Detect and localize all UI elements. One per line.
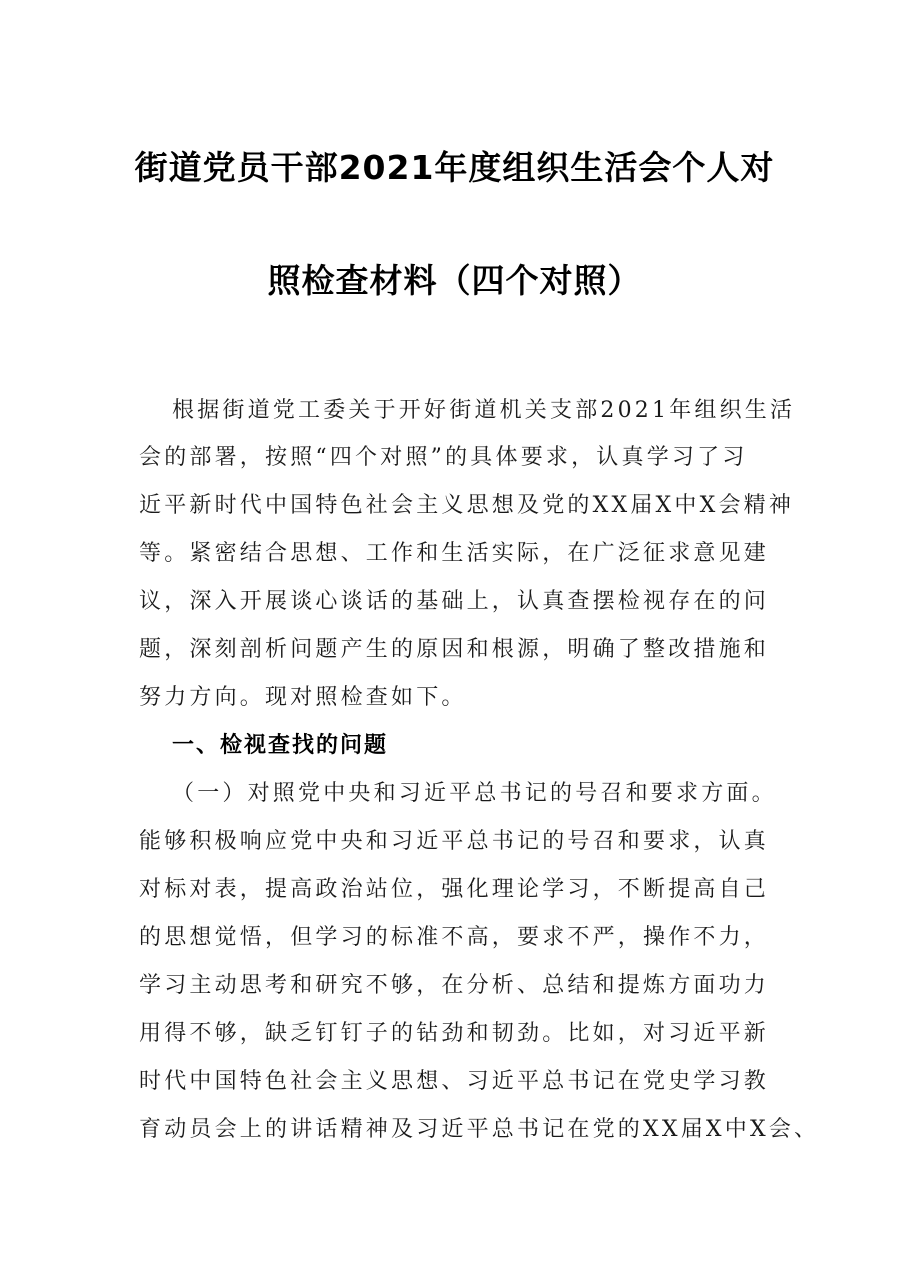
- intro-paragraph-line: 议，深入开展谈心谈话的基础上，认真查摆检视存在的问: [139, 589, 770, 614]
- section-paragraph-line: 时代中国特色社会主义思想、习近平总书记在党史学习教: [139, 1069, 770, 1094]
- intro-paragraph-line: 题，深刻剖析问题产生的原因和根源，明确了整改措施和: [139, 637, 770, 662]
- section-paragraph-line: 的思想觉悟，但学习的标准不高，要求不严，操作不力，: [139, 925, 770, 950]
- document-title-line-1: 街道党员干部2021年度组织生活会个人对: [134, 148, 775, 187]
- section-paragraph-line: 对标对表，提高政治站位，强化理论学习，不断提高自己: [139, 877, 770, 902]
- section-paragraph-line: 育动员会上的讲话精神及习近平总书记在党的XX届X中X会、: [139, 1117, 820, 1142]
- section-paragraph-line: 能够积极响应党中央和习近平总书记的号召和要求，认真: [139, 829, 770, 854]
- document-title-line-2: 照检查材料（四个对照）: [267, 261, 642, 300]
- section-heading: 一、检视查找的问题: [172, 733, 389, 758]
- section-paragraph-line: 用得不够，缺乏钉钉子的钻劲和韧劲。比如，对习近平新: [139, 1021, 770, 1046]
- intro-paragraph-line: 根据街道党工委关于开好街道机关支部2021年组织生活: [172, 398, 796, 423]
- intro-paragraph-line: 等。紧密结合思想、工作和生活实际，在广泛征求意见建: [139, 541, 770, 566]
- intro-paragraph-line: 努力方向。现对照检查如下。: [139, 685, 467, 710]
- intro-paragraph-line: 近平新时代中国特色社会主义思想及党的XX届X中X会精神: [139, 493, 795, 518]
- section-paragraph-line: 学习主动思考和研究不够，在分析、总结和提炼方面功力: [139, 973, 770, 998]
- intro-paragraph-line: 会的部署，按照“四个对照”的具体要求，认真学习了习: [139, 445, 748, 470]
- section-paragraph-line: （一）对照党中央和习近平总书记的号召和要求方面。: [172, 781, 777, 806]
